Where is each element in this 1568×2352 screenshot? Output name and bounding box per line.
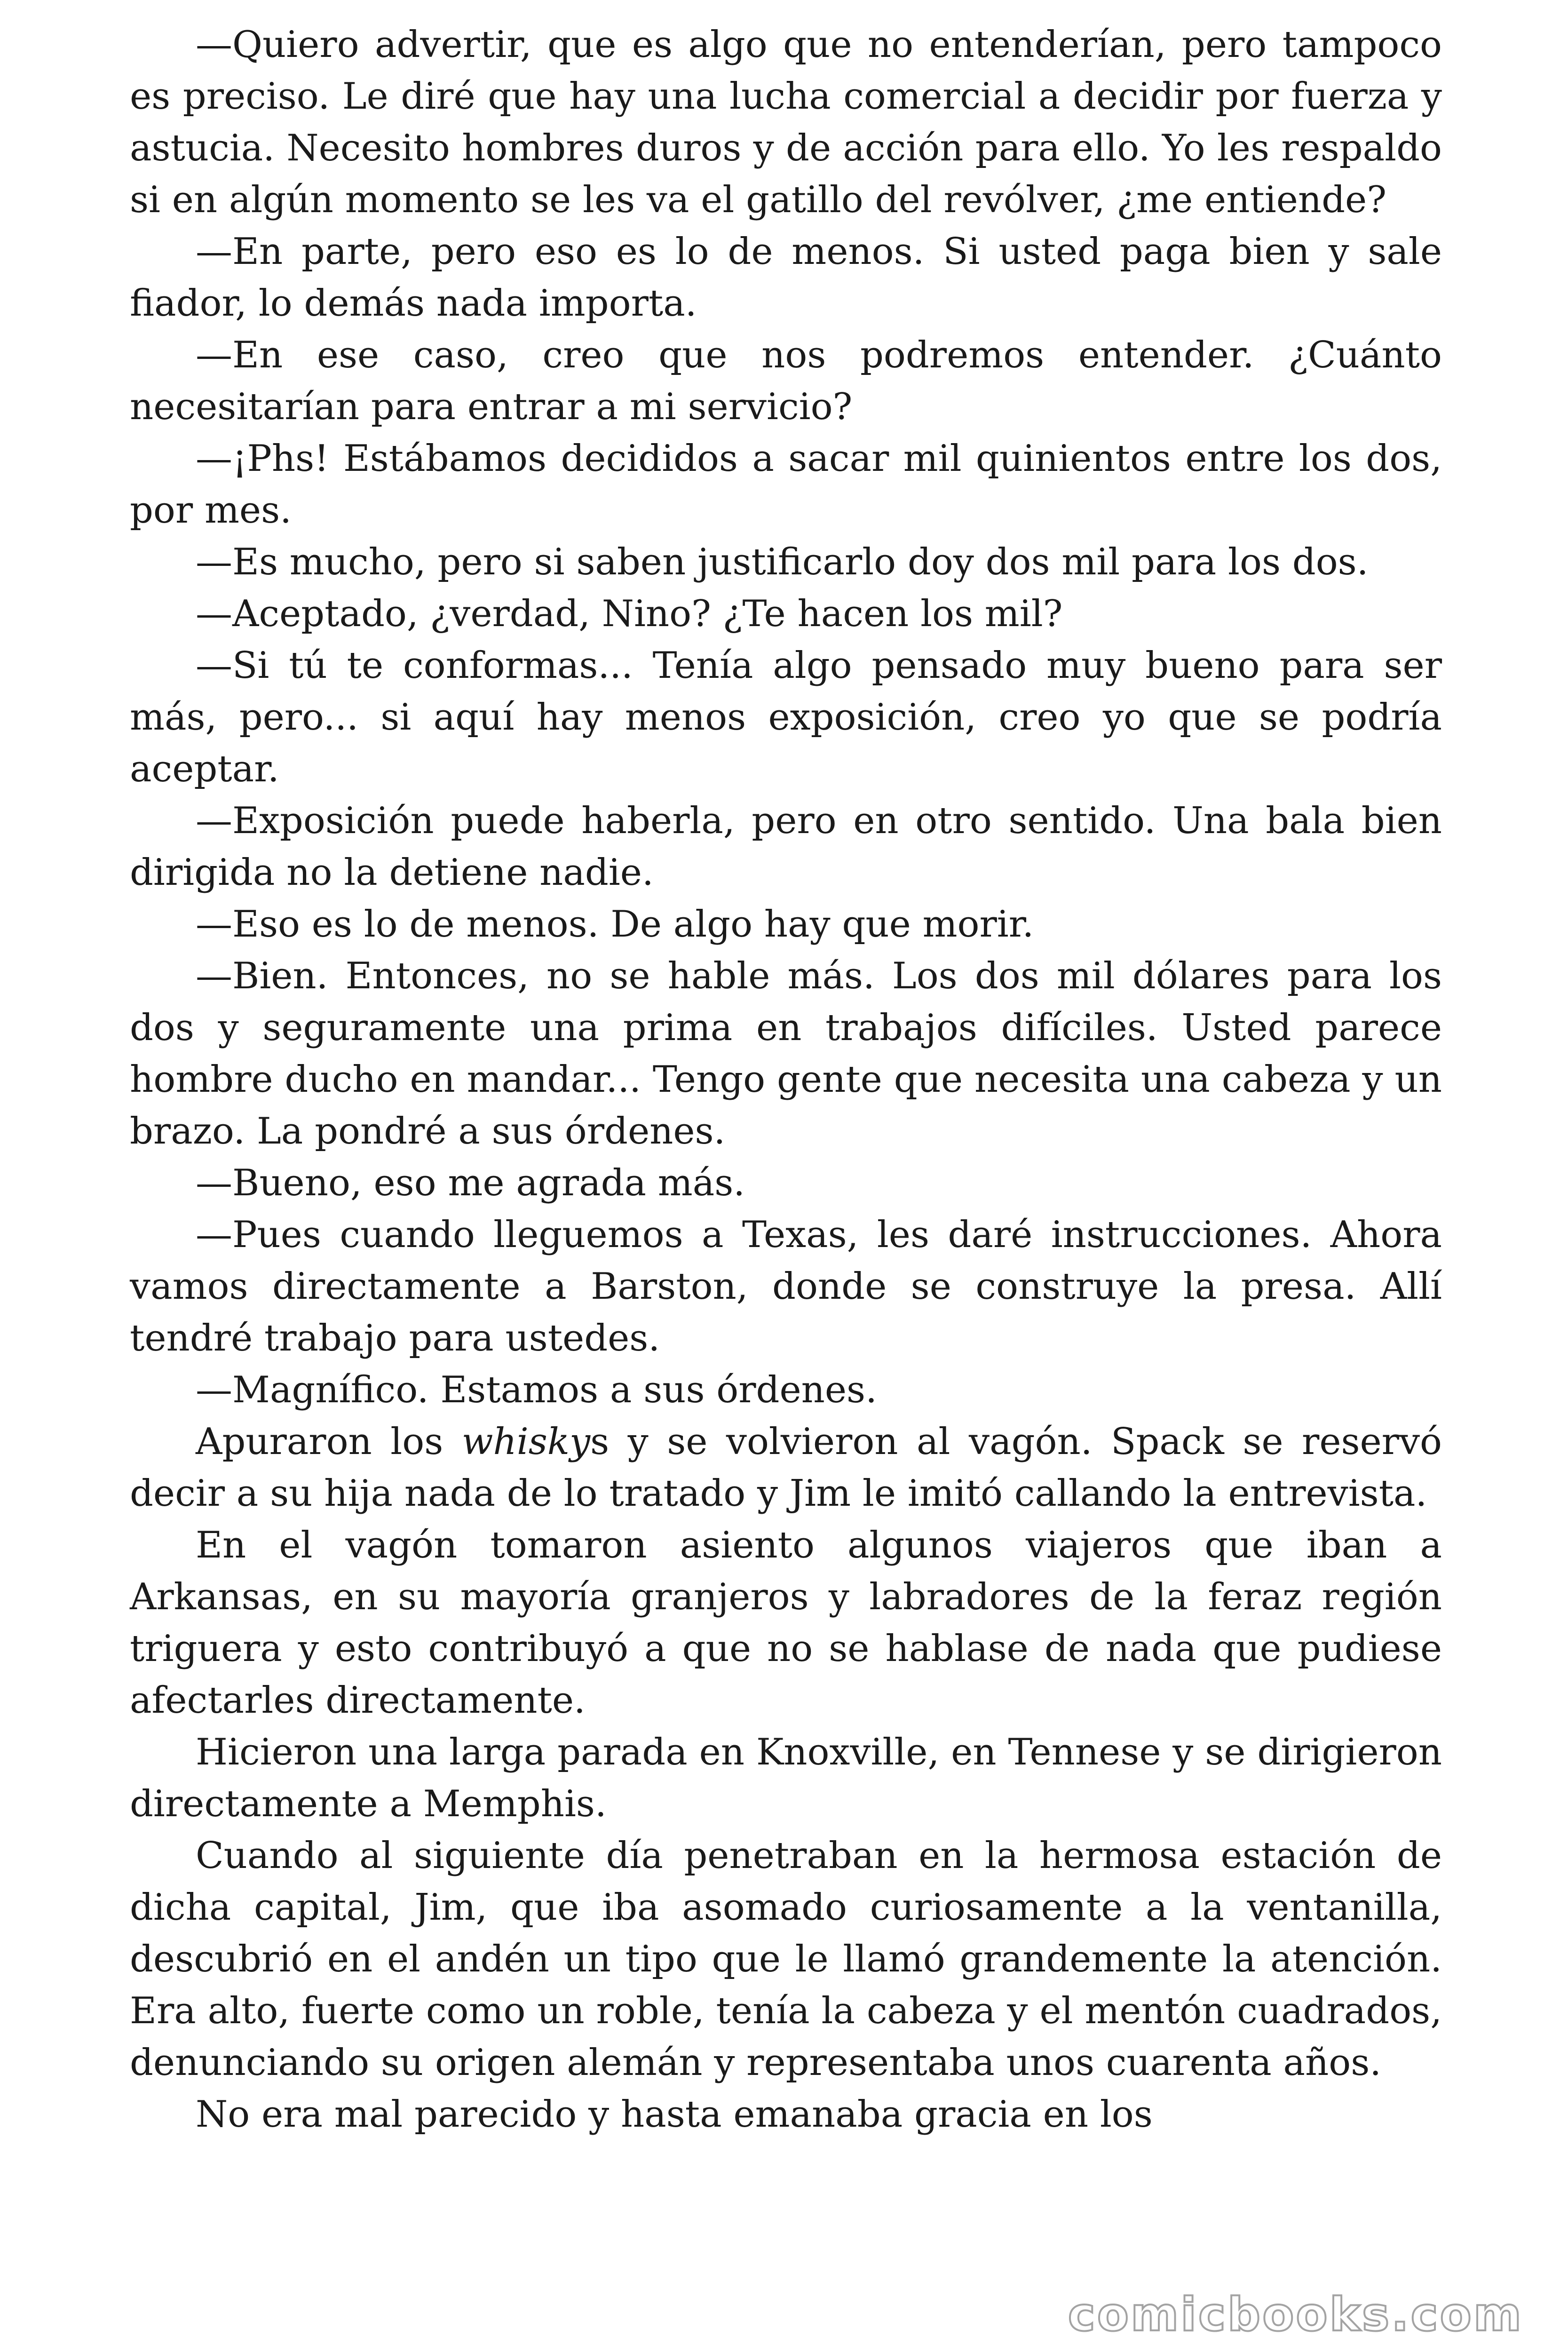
watermark: comicbooks.com [1068, 2288, 1523, 2342]
text-run: s y se volvieron al vagón. Spack se reservó decir a su hija nada de lo tratado y Jim le imitó callando la entrevista. [130, 1421, 1442, 1515]
paragraph: —Eso es lo de menos. De algo hay que morir. [196, 903, 1034, 946]
paragraph: —En parte, pero eso es lo de menos. Si usted paga bien y sale fiador, lo demás nada importa. [130, 230, 1442, 325]
paragraph: —Si tú te conformas... Tenía algo pensado muy bueno para ser más, pero... si aquí hay menos exposición, creo yo que se podría aceptar. [130, 644, 1442, 790]
paragraph: —En ese caso, creo que nos podremos entender. ¿Cuánto necesitarían para entrar a mi servicio? [130, 334, 1442, 428]
paragraph: —Magnífico. Estamos a sus órdenes. [196, 1369, 877, 1411]
text-run: Apuraron los [196, 1421, 462, 1463]
paragraph: No era mal parecido y hasta emanaba gracia en los [196, 2093, 1153, 2136]
paragraph: Cuando al siguiente día penetraban en la hermosa estación de dicha capital, Jim, que iba asomado curiosamente a la ventanilla, descubrió en el andén un tipo que le llamó grandemente la atención. Era alto, fuerte como un roble, tenía la cabeza y el mentón cuadrados, denunciando su origen alemán y representaba unos cuarenta años. [130, 1835, 1442, 2084]
page-text [130, 19, 1442, 2140]
paragraph: —Pues cuando lleguemos a Texas, les daré instrucciones. Ahora vamos directamente a Barston, donde se construye la presa. Allí tendré trabajo para ustedes. [130, 1214, 1442, 1359]
paragraph: —Quiero advertir, que es algo que no entenderían, pero tampoco es preciso. Le diré que hay una lucha comercial a decidir por fuerza y astucia. Necesito hombres duros y de acción para ello. Yo les respaldo si en algún momento se les va el gatillo del revólver, ¿me entiende? [130, 24, 1442, 221]
paragraph: —Exposición puede haberla, pero en otro sentido. Una bala bien dirigida no la detiene nadie. [130, 800, 1442, 894]
italic-word: whisky [461, 1421, 591, 1463]
paragraph: —¡Phs! Estábamos decididos a sacar mil quinientos entre los dos, por mes. [130, 437, 1442, 532]
paragraph: —Aceptado, ¿verdad, Nino? ¿Te hacen los mil? [196, 593, 1063, 635]
paragraph: —Bien. Entonces, no se hable más. Los dos mil dólares para los dos y seguramente una prima en trabajos difíciles. Usted parece hombre ducho en mandar... Tengo gente que necesita una cabeza y un brazo. La pondré a sus órdenes. [130, 955, 1442, 1152]
paragraph: —Es mucho, pero si saben justificarlo doy dos mil para los dos. [196, 541, 1369, 583]
paragraph: —Bueno, eso me agrada más. [196, 1162, 745, 1204]
paragraph: Hicieron una larga parada en Knoxville, en Tennese y se dirigieron directamente a Memphis. [130, 1731, 1442, 1825]
paragraph-whisky [130, 1416, 1442, 1519]
paragraph: En el vagón tomaron asiento algunos viajeros que iban a Arkansas, en su mayoría granjeros y labradores de la feraz región triguera y esto contribuyó a que no se hablase de nada que pudiese afectarles directamente. [130, 1524, 1442, 1722]
